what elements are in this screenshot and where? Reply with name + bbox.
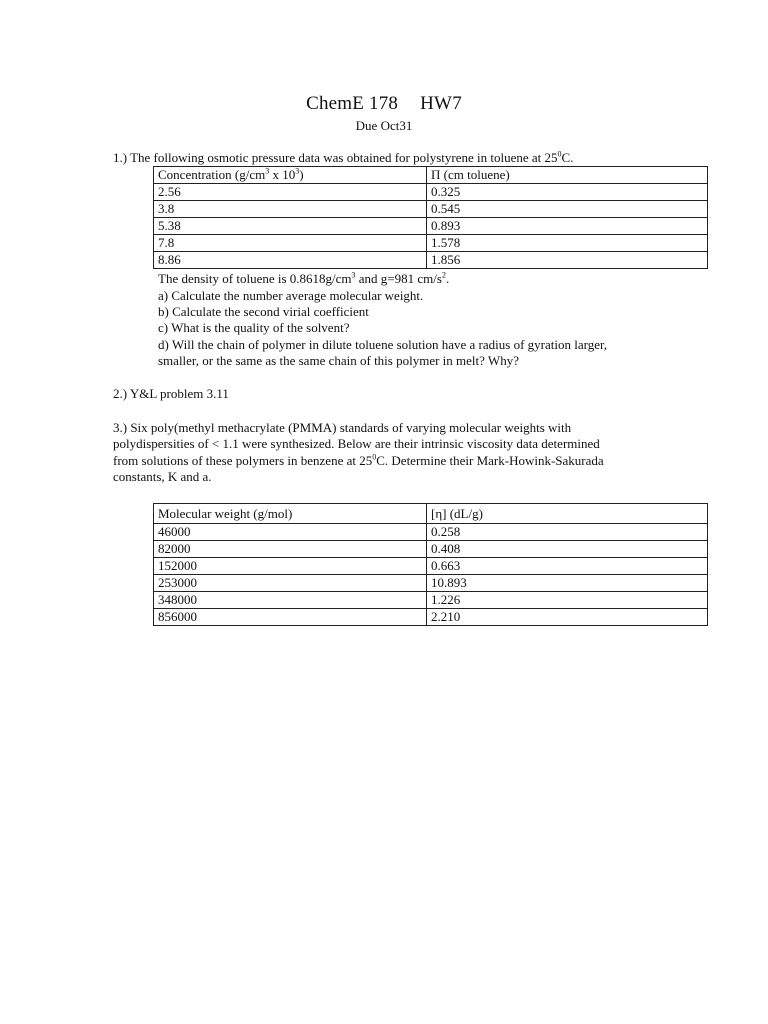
table-cell: 46000 — [154, 524, 427, 541]
column-header-intrinsic-viscosity: [η] (dL/g) — [427, 504, 708, 524]
table-cell: 253000 — [154, 575, 427, 592]
due-date: Due Oct31 — [355, 118, 413, 133]
assignment-name: HW7 — [420, 93, 462, 114]
table-header-row — [154, 504, 708, 524]
table-row — [154, 609, 708, 626]
table-cell: 1.226 — [427, 592, 708, 609]
table-cell: 3.8 — [154, 201, 427, 218]
density-note: The density of toluene is $0.8618g/cm^3$ and g=981 $cm/s^2$. — [158, 270, 450, 286]
table-cell: 1.578 — [427, 235, 708, 252]
problem3-line4: constants, K and a. — [113, 469, 212, 484]
column-header-pressure: Π (cm toluene) — [427, 167, 708, 184]
table-row — [154, 218, 708, 235]
table-cell: 152000 — [154, 558, 427, 575]
table-cell: 0.325 — [427, 184, 708, 201]
column-header-molecular-weight: Molecular weight (g/mol) — [154, 504, 427, 524]
table-cell: 2.210 — [427, 609, 708, 626]
question-d-line2: smaller, or the same as the same chain of this polymer in melt? Why? — [158, 353, 519, 368]
table-cell: 0.408 — [427, 541, 708, 558]
table-cell: 5.38 — [154, 218, 427, 235]
table-cell: 0.663 — [427, 558, 708, 575]
table-row — [154, 575, 708, 592]
table-cell: 2.56 — [154, 184, 427, 201]
table-row — [154, 524, 708, 541]
problem2-text: 2.) Y&L problem 3.11 — [113, 386, 229, 401]
table-cell: 1.856 — [427, 252, 708, 269]
column-header-concentration: Concentration ($g/cm^3$ x $10^3$) — [154, 167, 427, 184]
table-header-row — [154, 167, 708, 184]
table-cell: 348000 — [154, 592, 427, 609]
table-row — [154, 235, 708, 252]
question-c: c) What is the quality of the solvent? — [158, 320, 350, 335]
problem3-line1: 3.) Six poly(methyl methacrylate (PMMA) standards of varying molecular weights with — [113, 420, 572, 435]
page-title — [0, 93, 768, 115]
problem3-line2: polydispersities of < 1.1 were synthesized. Below are their intrinsic viscosity data determined — [113, 436, 600, 451]
problem3-line3: from solutions of these polymers in benzene at $25^0C$. Determine their Mark-Howink-Sakurada — [113, 452, 604, 468]
question-d-line1: d) Will the chain of polymer in dilute toluene solution have a radius of gyration larger, — [158, 337, 608, 352]
table-cell: 82000 — [154, 541, 427, 558]
table-row — [154, 541, 708, 558]
table-row — [154, 184, 708, 201]
osmotic-pressure-table — [153, 166, 708, 269]
table-cell: 8.86 — [154, 252, 427, 269]
table-row — [154, 252, 708, 269]
problem1-intro: 1.) The following osmotic pressure data was obtained for polystyrene in toluene at $25^0C$. — [113, 149, 574, 165]
question-b: b) Calculate the second virial coefficient — [158, 304, 369, 319]
table-cell: 0.258 — [427, 524, 708, 541]
table-cell: 0.545 — [427, 201, 708, 218]
table-row — [154, 558, 708, 575]
table-row — [154, 592, 708, 609]
course-name: ChemE 178 — [306, 93, 399, 114]
viscosity-table — [153, 503, 708, 626]
question-a: a) Calculate the number average molecular weight. — [158, 288, 424, 303]
table-cell: 856000 — [154, 609, 427, 626]
table-row — [154, 201, 708, 218]
table-cell: 7.8 — [154, 235, 427, 252]
table-cell: 0.893 — [427, 218, 708, 235]
table-cell: 10.893 — [427, 575, 708, 592]
